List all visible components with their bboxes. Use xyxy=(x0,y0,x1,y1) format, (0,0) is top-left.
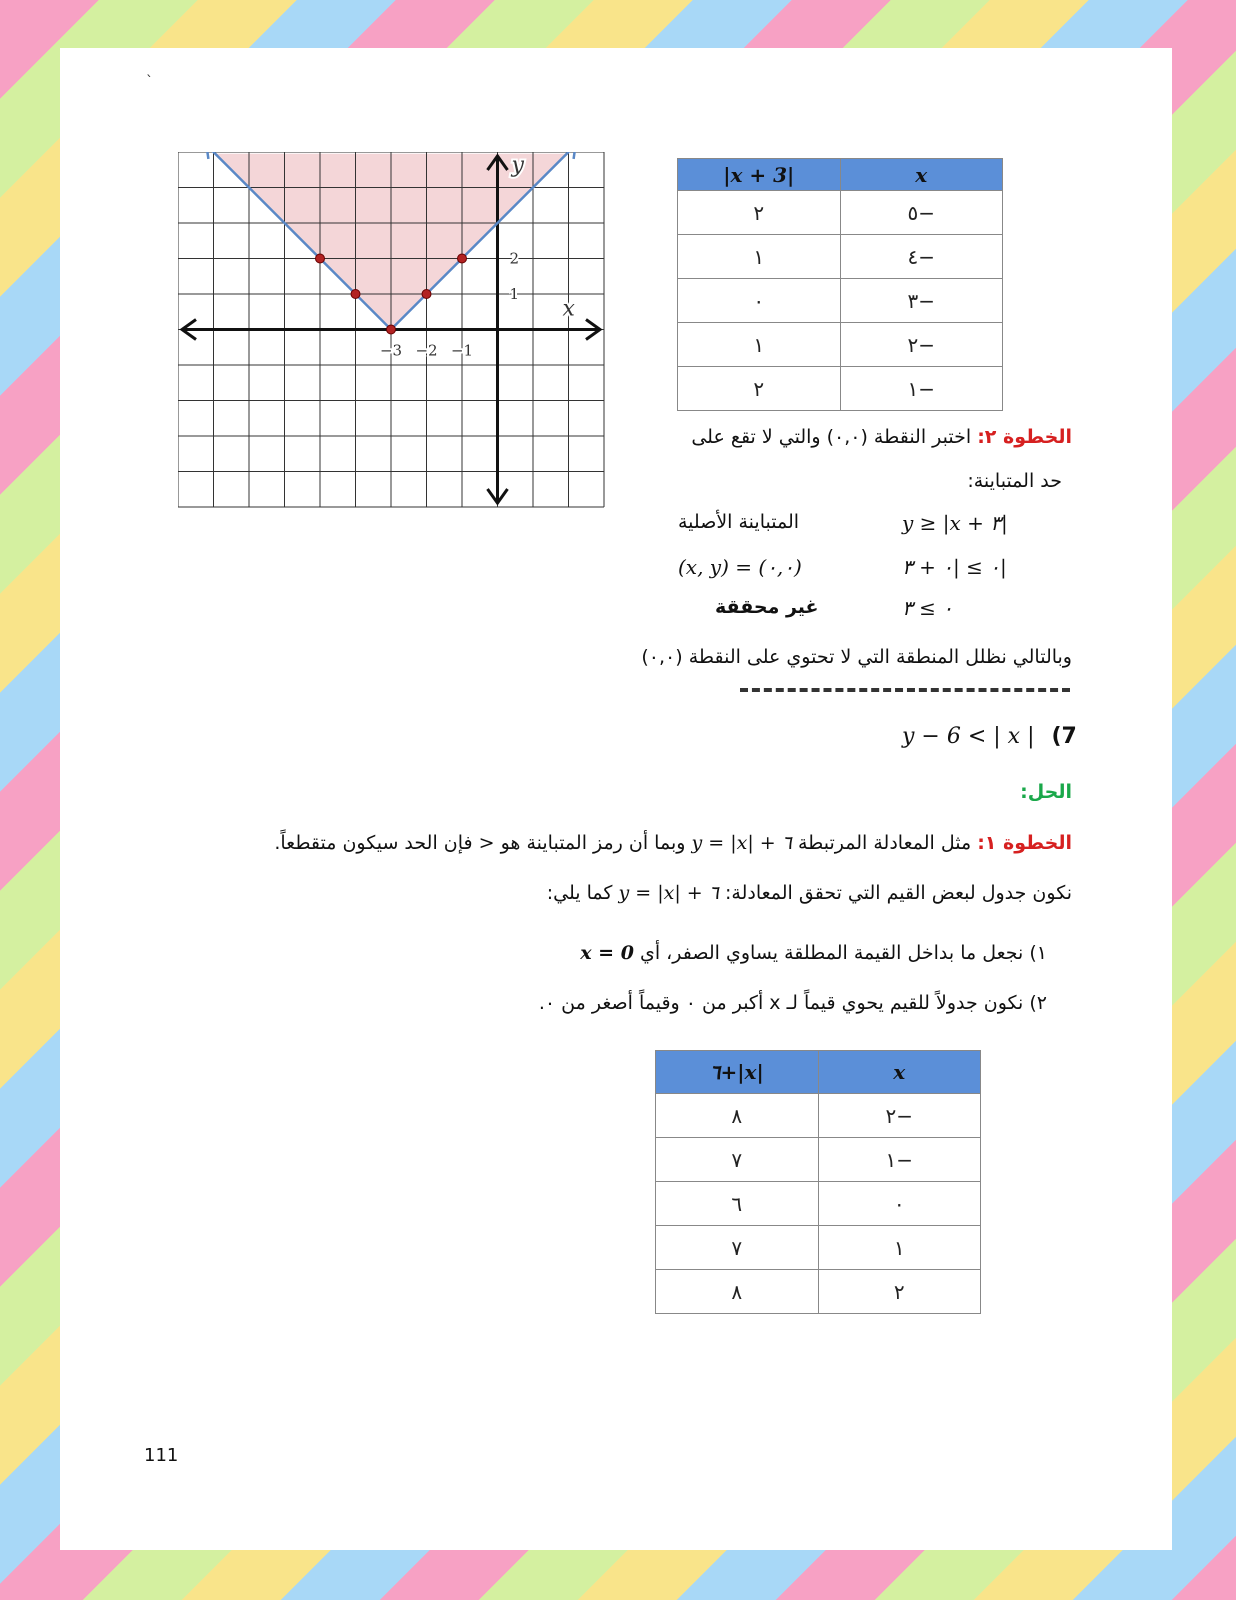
coordinate-graph xyxy=(178,152,606,532)
check-row2-left: (x, y) = (٠,٠) xyxy=(678,555,802,579)
cell: ١ xyxy=(818,1226,981,1270)
table2-header-x: x xyxy=(818,1051,981,1094)
cell: −٢ xyxy=(818,1094,981,1138)
solution-label: الحل: xyxy=(1020,781,1072,803)
table-row xyxy=(678,323,1003,367)
list-item-2: ٢) نكون جدولاً للقيم يحوي قيماً لـ x أكبر من ٠ وقيماً أصغر من ٠. xyxy=(538,992,1047,1014)
table-row xyxy=(656,1226,981,1270)
list-item-1 xyxy=(580,942,1047,964)
table-row xyxy=(656,1182,981,1226)
graph-point xyxy=(316,254,325,263)
cell: ١ xyxy=(678,323,841,367)
step1-label: الخطوة ١: xyxy=(977,832,1072,854)
cell: ٧ xyxy=(656,1226,819,1270)
step1-equation: y = |x| + ٦ xyxy=(691,832,792,854)
check-row2-right: ٠ ≥ |٠ + ٣| xyxy=(902,555,1007,579)
table-row xyxy=(678,279,1003,323)
table-intro-text-b: كما يلي: xyxy=(546,882,613,904)
table-row xyxy=(656,1138,981,1182)
table-intro-text-a: نكون جدول لبعض القيم التي تحقق المعادلة: xyxy=(724,882,1072,904)
table-row xyxy=(656,1270,981,1314)
table2-header-abs: |x|+٦ xyxy=(656,1051,819,1094)
table-row xyxy=(678,191,1003,235)
dashed-separator xyxy=(740,688,1070,692)
check-row3-left: غير محققة xyxy=(715,596,819,618)
check-row3-right: ٠ ≥ ٣ xyxy=(902,596,953,620)
cell: ٦ xyxy=(656,1182,819,1226)
graph-point xyxy=(458,254,467,263)
table-row xyxy=(656,1094,981,1138)
x-tick-label: −2 xyxy=(415,341,438,360)
cell: −١ xyxy=(818,1138,981,1182)
table1-header-abs: |x + 3| xyxy=(678,159,841,191)
cell: ٢ xyxy=(678,367,841,411)
step1-text-b: وبما أن رمز المتباينة هو < فإن الحد سيكون متقطعاً. xyxy=(274,832,686,854)
x-tick-label: −3 xyxy=(379,341,403,360)
table-row xyxy=(678,235,1003,279)
graph-point xyxy=(422,290,431,299)
cell: −٤ xyxy=(840,235,1003,279)
step2-text2: حد المتباينة: xyxy=(967,470,1062,492)
list-item-1-equation: x = 0 xyxy=(580,942,634,964)
step1-text-a: مثل المعادلة المرتبطة xyxy=(797,832,972,854)
stray-mark: ` xyxy=(146,74,153,90)
page xyxy=(60,48,1172,1550)
cell: ٠ xyxy=(678,279,841,323)
table-row xyxy=(678,367,1003,411)
y-tick-label: 1 xyxy=(509,285,520,303)
cell: ٨ xyxy=(656,1270,819,1314)
conclusion: وبالتالي نظلل المنطقة التي لا تحتوي على النقطة (٠,٠) xyxy=(641,646,1072,668)
x-tick-label: −1 xyxy=(450,341,474,360)
cell: ٢ xyxy=(678,191,841,235)
problem-7 xyxy=(902,724,1077,749)
y-tick-label: 2 xyxy=(509,249,520,268)
table-intro xyxy=(547,882,1072,904)
check-row1-left: المتباينة الأصلية xyxy=(678,511,800,533)
problem-number: (7 xyxy=(1051,724,1077,749)
step2-line xyxy=(691,426,1072,448)
table1-header-x: x xyxy=(840,159,1003,191)
cell: −٢ xyxy=(840,323,1003,367)
cell: −٥ xyxy=(840,191,1003,235)
x-axis-label: x xyxy=(562,296,575,322)
values-table-2 xyxy=(655,1050,981,1314)
check-row1-right: y ≥ |x + ٣| xyxy=(902,511,1008,535)
page-number: 111 xyxy=(144,1445,179,1466)
list-item-1-text: ١) نجعل ما بداخل القيمة المطلقة يساوي الصفر، أي xyxy=(639,942,1047,964)
y-axis-label: y xyxy=(511,153,524,178)
cell: ٧ xyxy=(656,1138,819,1182)
cell: ٨ xyxy=(656,1094,819,1138)
values-table-1 xyxy=(677,158,1003,411)
cell: −٣ xyxy=(840,279,1003,323)
step1-line xyxy=(274,832,1072,854)
cell: ٠ xyxy=(818,1182,981,1226)
graph-point xyxy=(351,290,360,299)
table-intro-equation: y = |x| + ٦ xyxy=(618,882,719,904)
cell: ١ xyxy=(678,235,841,279)
graph-point xyxy=(387,325,396,334)
step2-label: الخطوة ٢: xyxy=(977,426,1072,448)
cell: ٢ xyxy=(818,1270,981,1314)
step2-text: اختبر النقطة (٠,٠) والتي لا تقع على xyxy=(691,426,972,448)
cell: −١ xyxy=(840,367,1003,411)
problem-expr: y − 6 < | x | xyxy=(902,724,1035,749)
